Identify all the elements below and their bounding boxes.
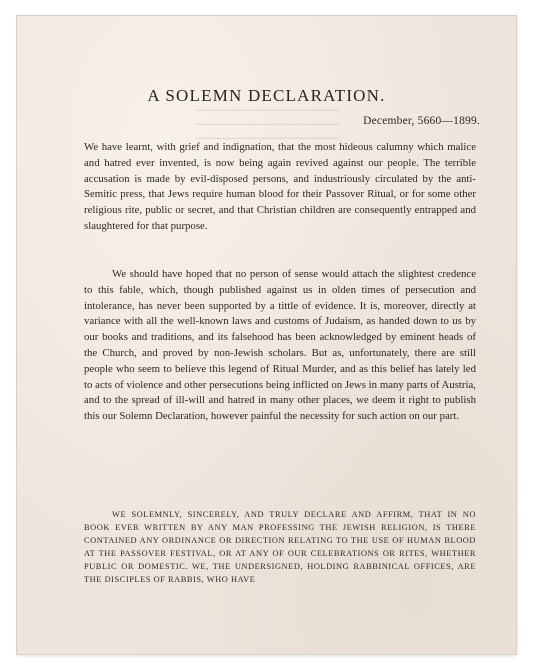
show-through-text: ━━━━━━━━━━━━━━━━━━━━━━━━━━━━	[195, 120, 339, 129]
show-through-text: ━━━━━━━━━━━━━━━━━━━━━━━━━━━━	[195, 106, 339, 115]
document-title: A SOLEMN DECLARATION.	[147, 86, 386, 105]
paragraph-3: WE SOLEMNLY, SINCERELY, AND TRULY DECLARE AND AFFIRM, THAT IN NO BOOK EVER WRITTEN BY ANY MAN PROFESSING THE JEWISH RELIGION, IS THERE CONTAINED ANY ORDINANCE OR DIRECTION RELATING TO THE USE OF HUMAN BLOOD AT THE PASSOVER FESTIVAL, OR AT ANY OF OUR CELEBRATIONS OR RITES, WHETHER PUBLIC OR DOMESTIC. WE, THE UNDERSIGNED, HOLDING RABBINICAL OFFICES, ARE THE DISCIPLES OF RABBIS, WHO HAVE	[84, 510, 476, 585]
document-page	[17, 16, 516, 654]
paragraph-1: We have learnt, with grief and indignation, that the most hideous calumny which malice and hatred ever invented, is now being again revived against our people. The terrible accusation is made by evil-disposed persons, and industriously circulated by the anti-Semitic press, that Jews require human blood for their Passover Ritual, or for some other religious rite, public or secret, and that Christian children are consequently entrapped and slaughtered for that purpose.	[84, 141, 476, 232]
paragraph-2: We should have hoped that no person of sense would attach the slightest credence to this fable, which, though published against us in olden times of persecution and intolerance, has never been supported by a tittle of evidence. It is, moreover, directly at variance with all the well-known laws and customs of Judaism, as handed down to us by our books and traditions, and its falsehood has been acknowledged by eminent heads of the Church, and proved by non-Jewish scholars. But as, unfortunately, there are still people who seem to believe this legend of Ritual Murder, and as this belief has lately led to acts of violence and other persecutions being inflicted on Jews in many parts of Austria, and to the spread of ill-will and hatred in many other places, we deem it right to publish this our Solemn Declaration, however painful the necessity for such action on our part.	[84, 268, 476, 423]
show-through-text: ━━━━━━━━━━━━━━━━━━━━━━━━━━━━	[195, 134, 339, 143]
dateline: December, 5660—1899.	[363, 115, 480, 127]
